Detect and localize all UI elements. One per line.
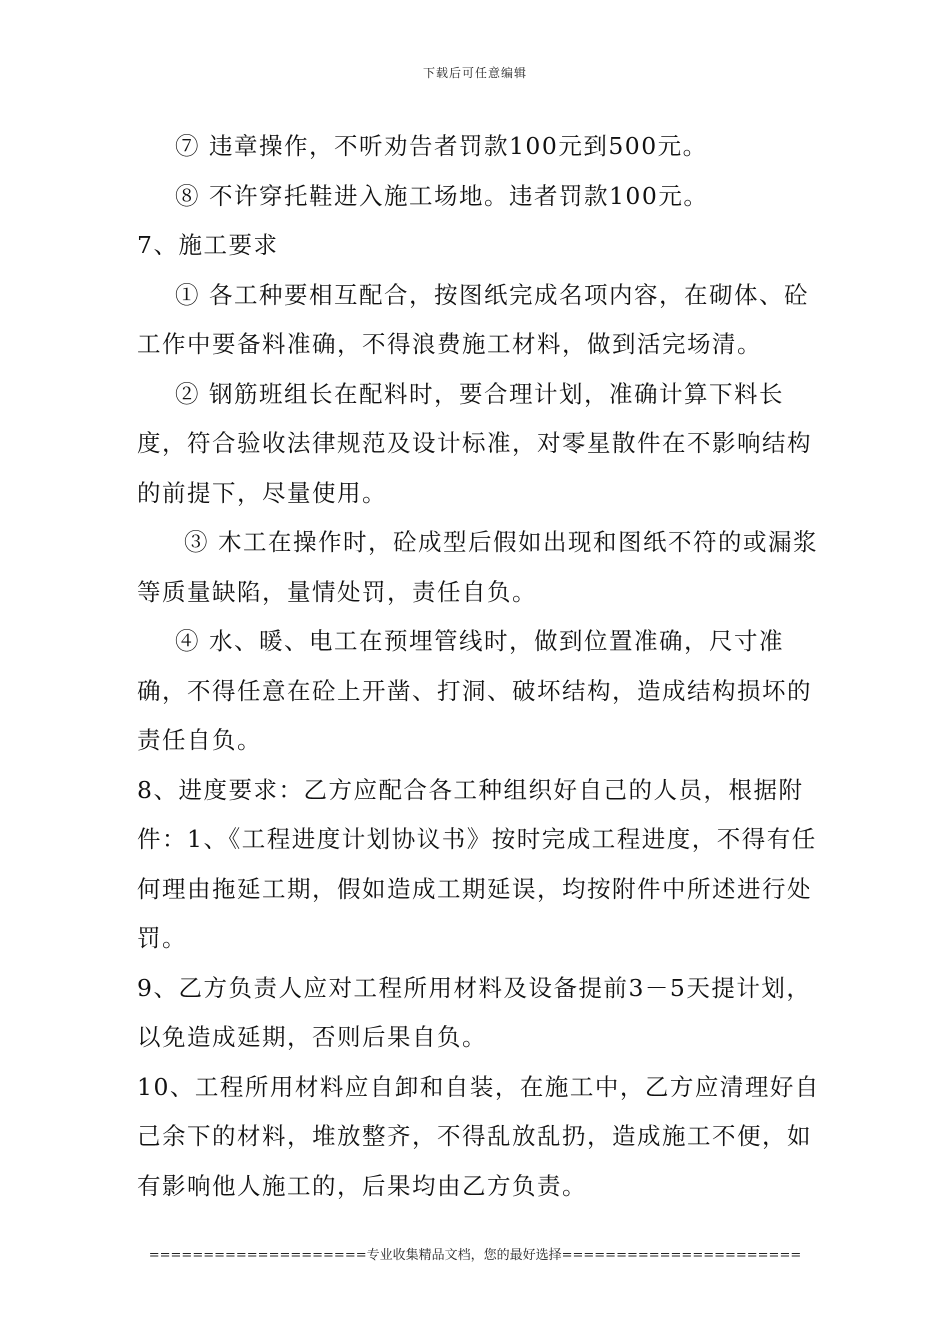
requirement-item-4: ④ 水、暖、电工在预埋管线时，做到位置准确，尺寸准确，不得任意在砼上开凿、打洞、破坏结构，造成结构损坏的责任自负。 xyxy=(137,627,812,754)
clause-item-7: ⑦ 违章操作，不听劝告者罚款100元到500元。 xyxy=(175,132,708,160)
requirement-item-1: ① 各工种要相互配合，按图纸完成名项内容，在砌体、砼工作中要备料准确，不得浪费施工材料，做到活完场清。 xyxy=(137,280,809,358)
document-body xyxy=(137,122,827,1211)
page-header: 下载后可任意编辑 xyxy=(422,66,527,80)
section-material-handling: 10、工程所用材料应自卸和自装，在施工中，乙方应清理好自己余下的材料，堆放整齐，不得乱放乱扔，造成施工不便，如有影响他人施工的，后果均由乙方负责。 xyxy=(137,1072,820,1200)
requirement-item-2: ② 钢筋班组长在配料时，要合理计划，准确计算下料长度，符合验收法律规范及设计标准，对零星散件在不影响结构的前提下，尽量使用。 xyxy=(137,379,812,507)
clause-item-8: ⑧ 不许穿托鞋进入施工场地。违者罚款100元。 xyxy=(175,181,709,210)
requirement-item-3: ③ 木工在操作时，砼成型后假如出现和图纸不符的或漏浆等质量缺陷，量情处罚，责任自负。 xyxy=(137,528,818,606)
section-material-planning: 9、乙方负责人应对工程所用材料及设备提前3－5天提计划，以免造成延期，否则后果自负。 xyxy=(137,973,812,1051)
section-schedule-requirements: 8、进度要求：乙方应配合各工种组织好自己的人员，根据附件：1、《工程进度计划协议书》按时完成工程进度，不得有任何理由拖延工期，假如造成工期延误，均按附件中所述进行处罚。 xyxy=(137,775,817,952)
section-heading-construction-requirements: 7、施工要求 xyxy=(137,231,279,259)
page-footer: ====================专业收集精品文档，您的最好选择====================== xyxy=(148,1248,802,1263)
